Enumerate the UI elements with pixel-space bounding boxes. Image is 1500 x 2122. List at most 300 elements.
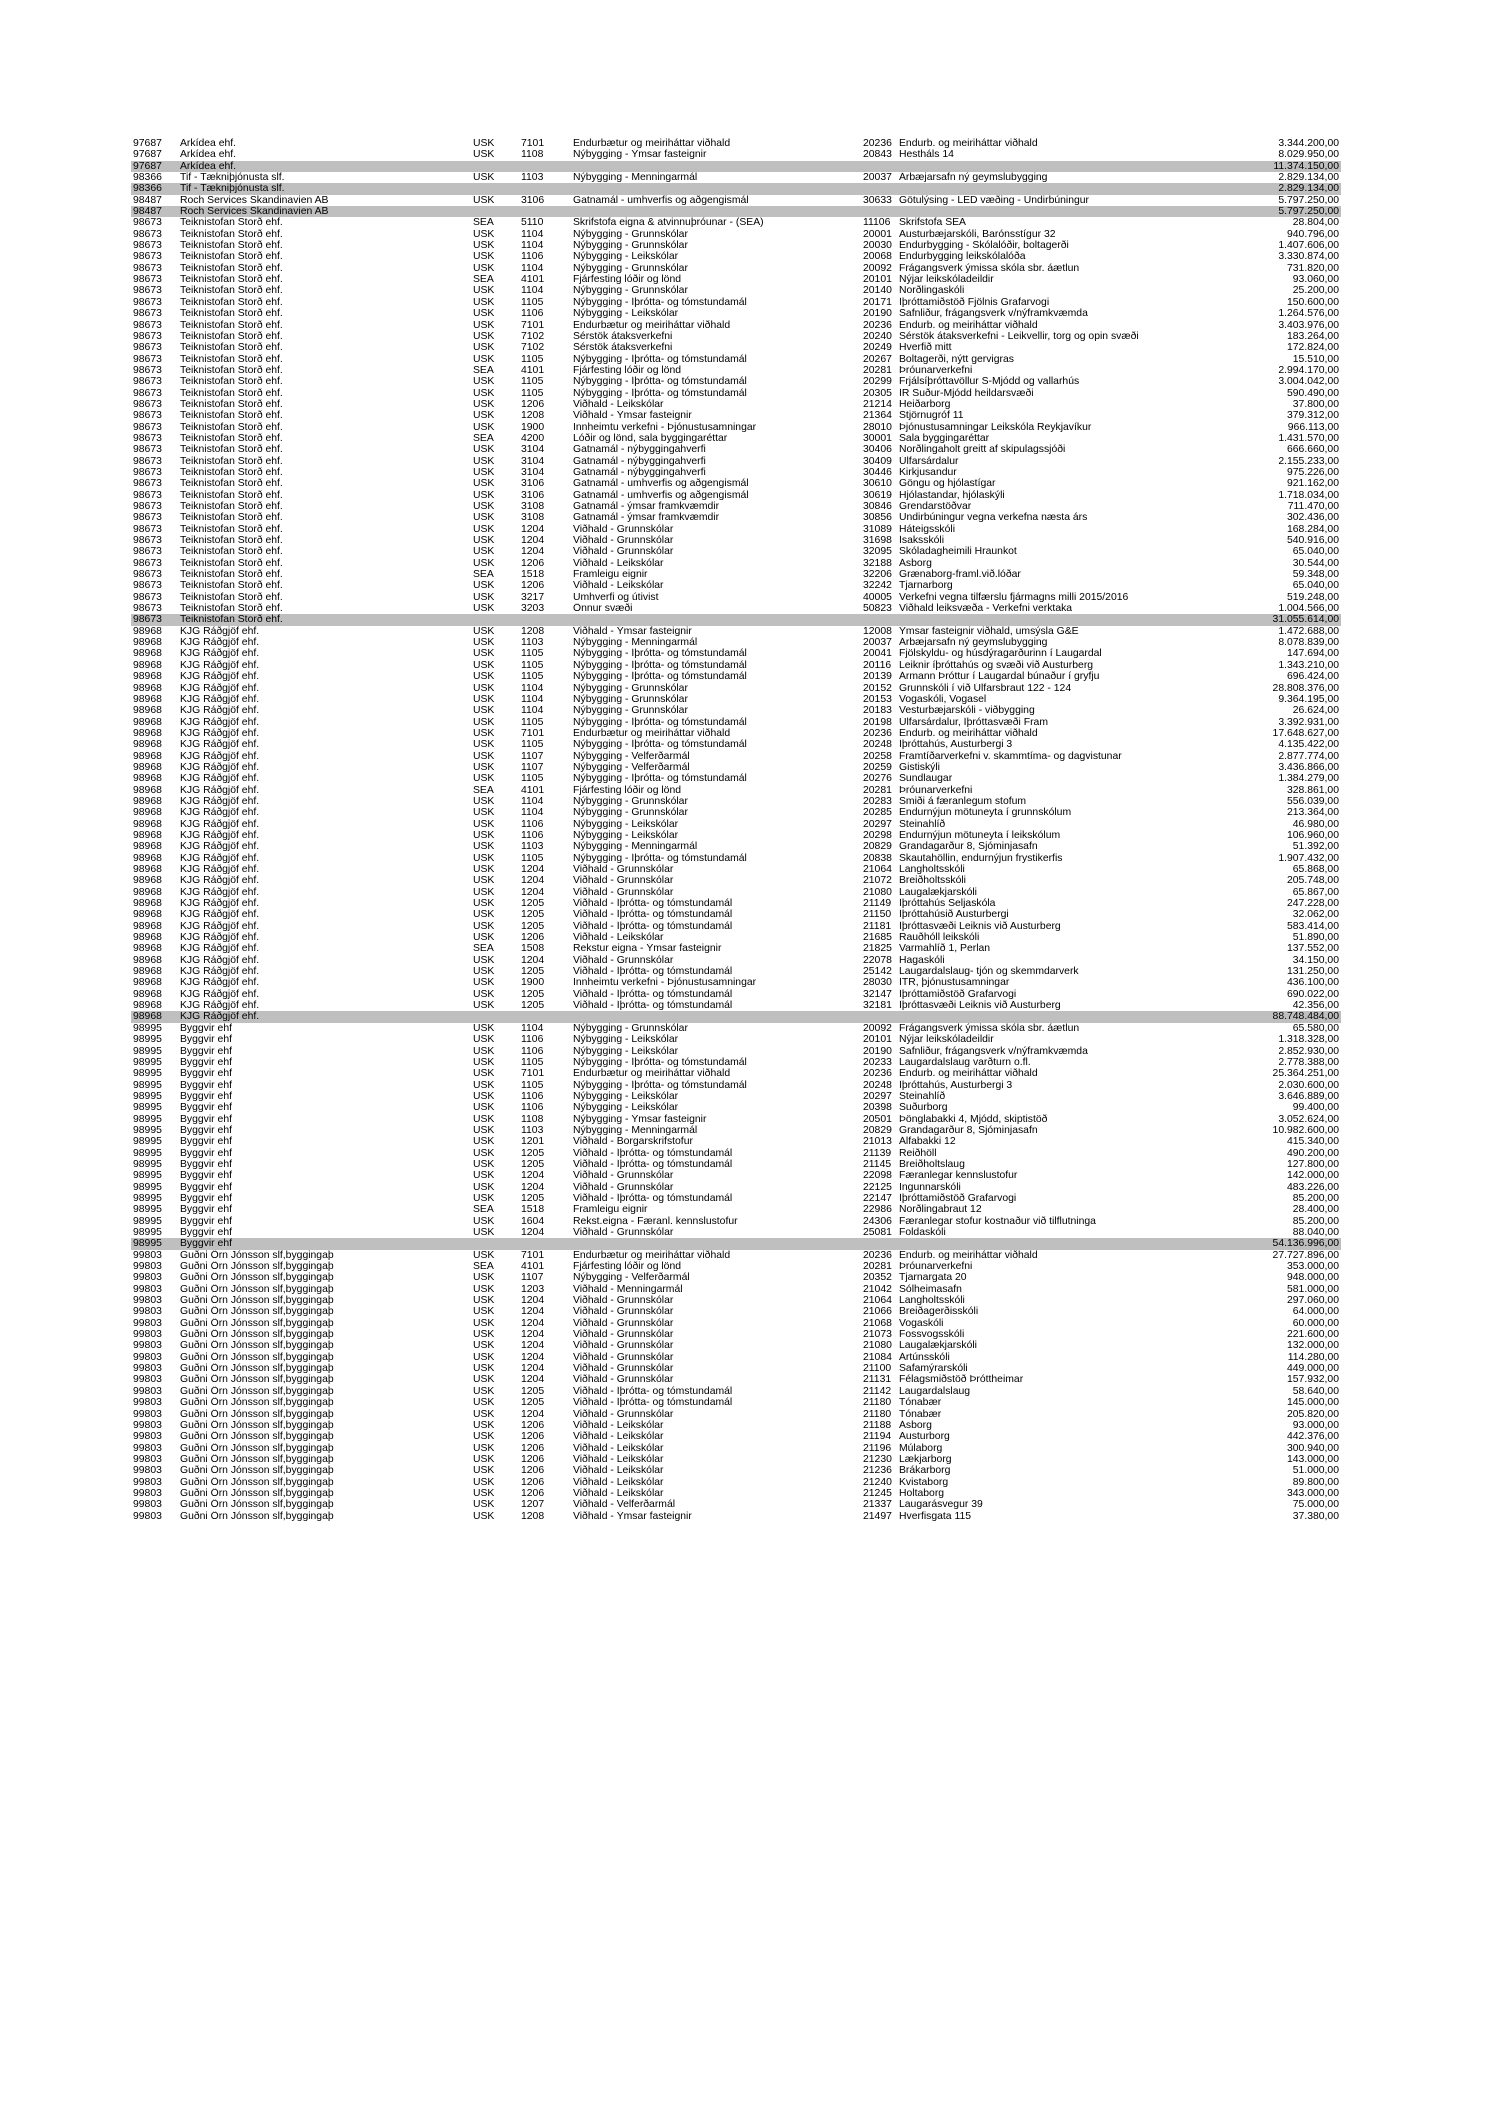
account-code-cell: 1105 bbox=[521, 376, 544, 388]
project-code-cell: 21180 bbox=[863, 1397, 892, 1409]
project-code-cell: 24306 bbox=[863, 1215, 892, 1227]
project-description-cell: Safnliður, frágangsverk v/nýframkvæmda bbox=[899, 308, 1088, 320]
account-description-cell: Viðhald - Grunnskólar bbox=[573, 1340, 674, 1352]
department-cell: USK bbox=[473, 875, 495, 887]
vendor-name-cell: Guðni Örn Jónsson slf,byggingaþ bbox=[180, 1329, 334, 1341]
project-code-cell bbox=[861, 183, 897, 194]
project-code-cell: 32147 bbox=[863, 988, 892, 1000]
account-code-cell: 1204 bbox=[521, 1170, 545, 1182]
account-code-cell bbox=[519, 1238, 571, 1249]
table-row bbox=[131, 603, 1341, 614]
project-description-cell: Álfabakki 12 bbox=[899, 1136, 956, 1148]
project-code-cell: 31698 bbox=[863, 535, 892, 547]
vendor-id-cell: 98673 bbox=[133, 535, 162, 547]
project-description-cell bbox=[897, 183, 1201, 194]
vendor-id-cell: 98673 bbox=[133, 217, 162, 229]
department-cell: USK bbox=[473, 988, 495, 1000]
account-description-cell: Viðhald - Leikskólar bbox=[573, 557, 664, 569]
vendor-id-cell: 98995 bbox=[133, 1113, 162, 1125]
vendor-name-cell: Teiknistofan Storð ehf. bbox=[180, 432, 283, 444]
amount-cell: 145.000,00 bbox=[1286, 1397, 1339, 1409]
vendor-name-cell: Roch Services Skandinavien AB bbox=[180, 194, 329, 206]
project-code-cell: 20248 bbox=[863, 739, 892, 751]
project-code-cell: 20041 bbox=[863, 648, 892, 660]
account-code-cell: 1518 bbox=[521, 569, 545, 581]
vendor-id-cell: 98995 bbox=[133, 1204, 162, 1216]
table-row bbox=[131, 1216, 1341, 1227]
vendor-id-cell: 99803 bbox=[133, 1351, 162, 1363]
vendor-name-cell: KJG Ráðgjöf ehf. bbox=[180, 671, 260, 683]
vendor-id-cell: 98995 bbox=[133, 1056, 162, 1068]
vendor-name-cell: KJG Ráðgjöf ehf. bbox=[180, 909, 260, 921]
account-code-cell: 1204 bbox=[521, 875, 545, 887]
account-description-cell: Framleigu eignir bbox=[573, 569, 648, 581]
table-row bbox=[131, 524, 1341, 535]
project-code-cell: 21180 bbox=[863, 1408, 892, 1420]
project-description-cell: Nýjar leikskóladeildir bbox=[899, 1034, 994, 1046]
account-description-cell: Innheimtu verkefni - Þjónustusamningar bbox=[573, 421, 757, 433]
amount-cell: 483.226,00 bbox=[1286, 1181, 1339, 1193]
vendor-total-row bbox=[131, 183, 1341, 194]
vendor-id-cell: 98968 bbox=[133, 988, 162, 1000]
account-description-cell: Viðhald - Leikskólar bbox=[573, 1487, 664, 1499]
amount-cell: 583.414,00 bbox=[1286, 920, 1339, 932]
amount-cell: 921.162,00 bbox=[1286, 478, 1339, 490]
account-code-cell: 1204 bbox=[521, 1340, 545, 1352]
department-cell: USK bbox=[473, 376, 495, 388]
vendor-name-cell: Byggvir ehf bbox=[180, 1034, 232, 1046]
vendor-id-cell: 98673 bbox=[133, 296, 162, 308]
vendor-id-cell: 98968 bbox=[133, 693, 162, 705]
account-description-cell: Viðhald - Leikskólar bbox=[573, 1476, 664, 1488]
amount-cell: 65.868,00 bbox=[1292, 864, 1339, 875]
table-row bbox=[131, 966, 1341, 977]
vendor-id-cell: 98968 bbox=[133, 795, 162, 807]
vendor-name-cell: KJG Ráðgjöf ehf. bbox=[180, 716, 260, 728]
account-description-cell: Viðhald - Menningarmál bbox=[573, 1283, 683, 1295]
amount-cell: 58.640,00 bbox=[1292, 1385, 1339, 1397]
department-cell: USK bbox=[473, 1363, 495, 1375]
vendor-name-cell: KJG Ráðgjöf ehf. bbox=[180, 637, 260, 649]
project-description-cell: Hverfið mitt bbox=[899, 342, 952, 354]
department-cell: USK bbox=[473, 1181, 495, 1193]
project-code-cell: 21825 bbox=[863, 943, 892, 955]
table-row bbox=[131, 1329, 1341, 1340]
vendor-name-cell: Guðni Örn Jónsson slf,byggingaþ bbox=[180, 1419, 334, 1431]
account-code-cell: 3203 bbox=[521, 603, 545, 615]
project-description-cell: Framtíðarverkefni v. skammtíma- og dagvistunar bbox=[899, 750, 1122, 762]
department-cell: USK bbox=[473, 625, 495, 637]
vendor-name-cell: Teiknistofan Storð ehf. bbox=[180, 376, 283, 388]
department-cell: USK bbox=[473, 546, 495, 558]
account-code-cell: 1206 bbox=[521, 1442, 545, 1454]
account-description-cell: Nýbygging - Ýmsar fasteignir bbox=[573, 149, 707, 161]
account-description-cell: Nýbygging - Ýmsar fasteignir bbox=[573, 1113, 707, 1125]
account-description-cell: Innheimtu verkefni - Þjónustusamningar bbox=[573, 977, 757, 989]
table-row bbox=[131, 1148, 1341, 1159]
account-code-cell: 1106 bbox=[521, 1045, 544, 1057]
vendor-name-cell: Byggvir ehf bbox=[180, 1192, 232, 1204]
project-description-cell: Múlaborg bbox=[899, 1442, 943, 1454]
amount-cell: 343.000,00 bbox=[1286, 1487, 1339, 1499]
vendor-name-cell: KJG Ráðgjöf ehf. bbox=[180, 841, 260, 853]
department-cell: USK bbox=[473, 1431, 495, 1443]
department-cell: USK bbox=[473, 1442, 495, 1454]
vendor-id-cell: 98968 bbox=[133, 818, 162, 830]
vendor-name-cell: KJG Ráðgjöf ehf. bbox=[180, 943, 260, 955]
project-description-cell: Sala byggingaréttar bbox=[899, 432, 990, 444]
amount-cell: 142.000,00 bbox=[1286, 1170, 1339, 1182]
account-description-cell: Viðhald - Borgarskrifstofur bbox=[573, 1136, 693, 1148]
vendor-id-cell: 98968 bbox=[133, 716, 162, 728]
account-code-cell: 4101 bbox=[521, 1261, 545, 1273]
vendor-id-cell: 99803 bbox=[133, 1249, 162, 1261]
vendor-id-cell: 98673 bbox=[133, 603, 162, 615]
project-code-cell: 20305 bbox=[863, 387, 892, 399]
account-description-cell: Gatnamál - ýmsar framkvæmdir bbox=[573, 512, 720, 524]
project-description-cell: Sundlaugar bbox=[899, 773, 953, 785]
vendor-name-cell: Teiknistofan Storð ehf. bbox=[180, 410, 283, 422]
department-cell: USK bbox=[473, 1056, 495, 1068]
table-row bbox=[131, 807, 1341, 818]
account-description-cell: Viðhald - Íþrótta- og tómstundamál bbox=[573, 1192, 733, 1204]
project-description-cell: Ásborg bbox=[899, 557, 932, 569]
department-cell: USK bbox=[473, 886, 495, 898]
table-row bbox=[131, 705, 1341, 716]
amount-cell: 183.264,00 bbox=[1286, 330, 1339, 342]
amount-cell: 65.040,00 bbox=[1292, 580, 1339, 592]
amount-cell: 17.648.627,00 bbox=[1272, 727, 1339, 739]
amount-cell: 59.348,00 bbox=[1292, 569, 1339, 581]
account-code-cell: 1201 bbox=[521, 1136, 545, 1148]
account-description-cell: Endurbætur og meiriháttar viðhald bbox=[573, 1068, 731, 1080]
account-description-cell: Nýbygging - Velferðarmál bbox=[573, 761, 690, 773]
vendor-id-cell: 98673 bbox=[133, 319, 162, 331]
account-code-cell: 1205 bbox=[521, 988, 545, 1000]
project-description-cell: Árbæjarsafn ný geymslubygging bbox=[899, 637, 1048, 649]
account-description-cell: Viðhald - Grunnskólar bbox=[573, 1170, 674, 1182]
amount-cell: 25.364.251,00 bbox=[1272, 1068, 1339, 1080]
project-code-cell: 20101 bbox=[863, 274, 892, 286]
account-description-cell: Nýbygging - Grunnskólar bbox=[573, 228, 688, 240]
vendor-name-cell: Roch Services Skandinavien AB bbox=[178, 206, 471, 217]
account-code-cell: 1104 bbox=[521, 262, 544, 274]
amount-cell: 3.646.889,00 bbox=[1278, 1090, 1339, 1102]
account-description-cell: Fjárfesting lóðir og lönd bbox=[573, 274, 682, 286]
vendor-id-cell: 98968 bbox=[133, 829, 162, 841]
vendor-id-cell: 98487 bbox=[131, 206, 178, 217]
vendor-id-cell: 98673 bbox=[133, 308, 162, 320]
table-row bbox=[131, 977, 1341, 988]
account-description-cell bbox=[571, 161, 861, 172]
table-row bbox=[131, 1102, 1341, 1113]
project-description-cell: Íþróttahúsið Austurbergi bbox=[899, 909, 1009, 921]
vendor-name-cell: Guðni Örn Jónsson slf,byggingaþ bbox=[180, 1442, 334, 1454]
project-description-cell: Færanlegar stofur kostnaður við tilflutninga bbox=[899, 1215, 1096, 1227]
account-code-cell: 3104 bbox=[521, 455, 545, 467]
project-description-cell: Tónabær bbox=[899, 1397, 942, 1409]
project-code-cell: 21240 bbox=[863, 1476, 892, 1488]
project-code-cell: 30409 bbox=[863, 455, 892, 467]
vendor-id-cell: 98968 bbox=[133, 977, 162, 989]
account-description-cell: Viðhald - Leikskólar bbox=[573, 932, 664, 944]
vendor-id-cell: 98673 bbox=[133, 353, 162, 365]
department-cell: USK bbox=[473, 1022, 495, 1034]
vendor-name-cell: KJG Ráðgjöf ehf. bbox=[180, 739, 260, 751]
amount-cell: 415.340,00 bbox=[1286, 1136, 1339, 1148]
amount-cell: 114.280,00 bbox=[1287, 1351, 1339, 1363]
account-code-cell: 1105 bbox=[521, 648, 544, 660]
project-code-cell: 20190 bbox=[863, 1045, 892, 1057]
amount-cell: 64.000,00 bbox=[1292, 1306, 1339, 1318]
vendor-name-cell: Byggvir ehf bbox=[178, 1238, 471, 1249]
account-code-cell: 1208 bbox=[521, 1510, 545, 1522]
department-cell: SEA bbox=[473, 364, 494, 376]
department-cell: SEA bbox=[473, 1204, 494, 1216]
vendor-name-cell: Guðni Örn Jónsson slf,byggingaþ bbox=[180, 1261, 334, 1273]
vendor-id-cell: 98995 bbox=[133, 1215, 162, 1227]
table-row bbox=[131, 263, 1341, 274]
table-row bbox=[131, 637, 1341, 648]
vendor-name-cell: Teiknistofan Storð ehf. bbox=[180, 387, 283, 399]
department-cell: USK bbox=[473, 977, 495, 989]
project-description-cell: Breiðholtslaug bbox=[899, 1158, 965, 1170]
vendor-name-cell: Tif - Tækniþjónusta slf. bbox=[178, 183, 471, 194]
project-code-cell: 30856 bbox=[863, 512, 892, 524]
vendor-id-cell: 98968 bbox=[133, 659, 162, 671]
table-row bbox=[131, 1431, 1341, 1442]
table-row bbox=[131, 1091, 1341, 1102]
table-row bbox=[131, 921, 1341, 932]
account-description-cell: Nýbygging - Grunnskólar bbox=[573, 807, 688, 819]
amount-cell: 2.877.774,00 bbox=[1278, 750, 1339, 762]
project-description-cell: Ýmsar fasteignir viðhald, umsýsla G&E bbox=[899, 625, 1079, 637]
vendor-id-cell: 98673 bbox=[133, 330, 162, 342]
table-row bbox=[131, 354, 1341, 365]
account-description-cell: Nýbygging - Íþrótta- og tómstundamál bbox=[573, 1079, 747, 1091]
table-row bbox=[131, 490, 1341, 501]
project-code-cell: 21364 bbox=[863, 410, 892, 422]
vendor-id-cell: 98995 bbox=[133, 1068, 162, 1080]
vendor-id-cell: 98995 bbox=[133, 1181, 162, 1193]
vendor-id-cell: 98968 bbox=[133, 739, 162, 751]
department-cell bbox=[471, 206, 519, 217]
vendor-id-cell: 98995 bbox=[133, 1124, 162, 1136]
vendor-name-cell: Guðni Örn Jónsson slf,byggingaþ bbox=[180, 1385, 334, 1397]
table-row bbox=[131, 1159, 1341, 1170]
department-cell: USK bbox=[473, 1170, 495, 1182]
account-code-cell: 1105 bbox=[521, 716, 544, 728]
vendor-id-cell: 99803 bbox=[133, 1499, 162, 1511]
vendor-name-cell: Teiknistofan Storð ehf. bbox=[178, 614, 471, 625]
vendor-name-cell: Byggvir ehf bbox=[180, 1022, 232, 1034]
account-description-cell: Viðhald - Íþrótta- og tómstundamál bbox=[573, 1000, 733, 1012]
account-description-cell: Nýbygging - Menningarmál bbox=[573, 172, 698, 184]
account-code-cell: 5110 bbox=[521, 217, 544, 229]
account-code-cell: 3108 bbox=[521, 501, 545, 512]
department-cell: USK bbox=[473, 421, 495, 433]
department-cell: SEA bbox=[473, 217, 494, 229]
department-cell: USK bbox=[473, 898, 495, 910]
account-code-cell: 1204 bbox=[521, 864, 545, 875]
vendor-id-cell: 98673 bbox=[133, 342, 162, 354]
amount-cell: 31.055.614,00 bbox=[1201, 614, 1341, 625]
table-row bbox=[131, 1170, 1341, 1181]
account-code-cell: 1105 bbox=[521, 1056, 544, 1068]
vendor-id-cell: 98968 bbox=[133, 841, 162, 853]
vendor-total-row bbox=[131, 614, 1341, 625]
account-code-cell: 3106 bbox=[521, 478, 545, 490]
department-cell: USK bbox=[473, 1227, 495, 1238]
account-description-cell: Nýbygging - Grunnskólar bbox=[573, 795, 688, 807]
account-description-cell: Viðhald - Íþrótta- og tómstundamál bbox=[573, 1397, 733, 1409]
vendor-name-cell: Guðni Örn Jónsson slf,byggingaþ bbox=[180, 1295, 334, 1307]
project-description-cell: Tjarnargata 20 bbox=[899, 1272, 967, 1284]
amount-cell: 93.000,00 bbox=[1292, 1419, 1339, 1431]
table-row bbox=[131, 399, 1341, 410]
project-code-cell: 20101 bbox=[863, 1034, 892, 1046]
vendor-name-cell: Byggvir ehf bbox=[180, 1102, 232, 1114]
amount-cell: 37.380,00 bbox=[1292, 1510, 1339, 1522]
project-description-cell: Sólheimasafn bbox=[899, 1283, 962, 1295]
account-description-cell: Viðhald - Grunnskólar bbox=[573, 1317, 674, 1329]
vendor-name-cell: KJG Ráðgjöf ehf. bbox=[180, 807, 260, 819]
vendor-name-cell: Teiknistofan Storð ehf. bbox=[180, 319, 283, 331]
project-description-cell: Grænaborg-framl.við.lóðar bbox=[899, 569, 1021, 581]
vendor-name-cell: Teiknistofan Storð ehf. bbox=[180, 512, 283, 524]
project-description-cell: Grandagarður 8, Sjóminjasafn bbox=[899, 1124, 1038, 1136]
department-cell: USK bbox=[473, 1317, 495, 1329]
project-description-cell: Endurnýjun mötuneyta í grunnskólum bbox=[899, 807, 1072, 819]
amount-cell: 85.200,00 bbox=[1292, 1215, 1339, 1227]
vendor-name-cell: Teiknistofan Storð ehf. bbox=[180, 353, 283, 365]
table-row bbox=[131, 195, 1341, 206]
project-description-cell: Úlfarsárdalur bbox=[899, 455, 959, 467]
account-code-cell: 7102 bbox=[521, 330, 545, 342]
table-row bbox=[131, 853, 1341, 864]
account-description-cell: Viðhald - Grunnskólar bbox=[573, 1181, 674, 1193]
project-code-cell: 22125 bbox=[863, 1181, 892, 1193]
project-code-cell: 30619 bbox=[863, 489, 892, 501]
account-code-cell: 1104 bbox=[521, 285, 544, 297]
project-description-cell: Safnliður, frágangsverk v/nýframkvæmda bbox=[899, 1045, 1088, 1057]
account-description-cell: Nýbygging - Grunnskólar bbox=[573, 693, 688, 705]
vendor-id-cell: 99803 bbox=[133, 1295, 162, 1307]
project-code-cell: 20236 bbox=[863, 727, 892, 739]
account-code-cell: 1104 bbox=[521, 807, 544, 819]
account-description-cell: Viðhald - Íþrótta- og tómstundamál bbox=[573, 898, 733, 910]
account-code-cell: 1104 bbox=[521, 795, 544, 807]
amount-cell: 1.718.034,00 bbox=[1278, 489, 1339, 501]
table-row bbox=[131, 694, 1341, 705]
table-row bbox=[131, 887, 1341, 898]
account-description-cell: Gatnamál - umhverfis og aðgengismál bbox=[573, 489, 749, 501]
department-cell: USK bbox=[473, 1385, 495, 1397]
account-description-cell bbox=[571, 183, 861, 194]
project-code-cell: 21064 bbox=[863, 864, 892, 875]
project-description-cell: Grendarstöðvar bbox=[899, 501, 972, 512]
table-row bbox=[131, 1284, 1341, 1295]
department-cell: USK bbox=[473, 1192, 495, 1204]
amount-cell: 32.062,00 bbox=[1292, 909, 1339, 921]
amount-cell: 26.624,00 bbox=[1292, 705, 1339, 717]
department-cell: SEA bbox=[473, 569, 494, 581]
account-description-cell: Nýbygging - Íþrótta- og tómstundamál bbox=[573, 671, 747, 683]
account-description-cell: Nýbygging - Leikskólar bbox=[573, 1102, 679, 1114]
amount-cell: 975.226,00 bbox=[1286, 466, 1339, 478]
account-code-cell: 3104 bbox=[521, 466, 545, 478]
account-code-cell: 1103 bbox=[521, 637, 544, 649]
department-cell: USK bbox=[473, 1374, 495, 1386]
account-code-cell: 1204 bbox=[521, 1181, 545, 1193]
amount-cell: 2.030.600,00 bbox=[1278, 1079, 1339, 1091]
account-description-cell bbox=[571, 1011, 861, 1022]
project-code-cell: 28030 bbox=[863, 977, 892, 989]
project-description-cell: Götulýsing - LED væðing - Undirbúningur bbox=[899, 194, 1090, 206]
table-row bbox=[131, 1340, 1341, 1351]
project-description-cell: Hestháls 14 bbox=[899, 149, 954, 161]
vendor-id-cell: 99803 bbox=[133, 1431, 162, 1443]
project-description-cell: Breiðagerðisskóli bbox=[899, 1306, 979, 1318]
amount-cell: 99.400,00 bbox=[1292, 1102, 1339, 1114]
vendor-id-cell: 98968 bbox=[133, 943, 162, 955]
account-code-cell: 1106 bbox=[521, 308, 544, 320]
amount-cell: 88.748.484,00 bbox=[1201, 1011, 1341, 1022]
department-cell: USK bbox=[473, 1079, 495, 1091]
vendor-name-cell: Guðni Örn Jónsson slf,byggingaþ bbox=[180, 1487, 334, 1499]
project-code-cell: 20152 bbox=[863, 682, 892, 694]
account-description-cell: Rekstur eigna - Ýmsar fasteignir bbox=[573, 943, 722, 955]
project-code-cell: 12008 bbox=[863, 625, 892, 637]
project-code-cell: 20068 bbox=[863, 251, 892, 263]
project-code-cell: 20001 bbox=[863, 228, 892, 240]
account-code-cell: 1205 bbox=[521, 966, 545, 978]
vendor-name-cell: KJG Ráðgjöf ehf. bbox=[180, 988, 260, 1000]
account-description-cell: Viðhald - Leikskólar bbox=[573, 398, 664, 410]
project-code-cell: 21080 bbox=[863, 1340, 892, 1352]
table-row bbox=[131, 1318, 1341, 1329]
table-row bbox=[131, 717, 1341, 728]
project-description-cell: Íþróttahús, Austurbergi 3 bbox=[899, 1079, 1013, 1091]
account-description-cell: Nýbygging - Íþrótta- og tómstundamál bbox=[573, 739, 747, 751]
project-description-cell: Íþróttahús, Austurbergi 3 bbox=[899, 739, 1013, 751]
project-description-cell: Þróunarverkefni bbox=[899, 784, 973, 796]
amount-cell: 3.004.042,00 bbox=[1278, 376, 1339, 388]
project-code-cell bbox=[861, 206, 897, 217]
project-code-cell: 21214 bbox=[863, 398, 892, 410]
account-description-cell: Viðhald - Grunnskólar bbox=[573, 954, 674, 966]
project-description-cell: Endurnýjun mötuneyta í leikskólum bbox=[899, 829, 1061, 841]
vendor-name-cell: Teiknistofan Storð ehf. bbox=[180, 591, 283, 603]
account-code-cell: 1203 bbox=[521, 1283, 545, 1295]
vendor-name-cell: Byggvir ehf bbox=[180, 1045, 232, 1057]
account-code-cell: 1204 bbox=[521, 1408, 545, 1420]
project-code-cell: 20267 bbox=[863, 353, 892, 365]
vendor-name-cell: Teiknistofan Storð ehf. bbox=[180, 262, 283, 274]
department-cell: USK bbox=[473, 1215, 495, 1227]
account-description-cell: Gatnamál - nýbyggingahverfi bbox=[573, 444, 706, 456]
project-code-cell: 21068 bbox=[863, 1317, 892, 1329]
department-cell: USK bbox=[473, 1068, 495, 1080]
vendor-name-cell: KJG Ráðgjöf ehf. bbox=[180, 682, 260, 694]
vendor-total-row bbox=[131, 161, 1341, 172]
table-row bbox=[131, 365, 1341, 376]
amount-cell: 88.040,00 bbox=[1292, 1227, 1339, 1238]
table-row bbox=[131, 671, 1341, 682]
amount-cell: 3.344.200,00 bbox=[1278, 138, 1339, 149]
department-cell: USK bbox=[473, 773, 495, 785]
table-row bbox=[131, 433, 1341, 444]
